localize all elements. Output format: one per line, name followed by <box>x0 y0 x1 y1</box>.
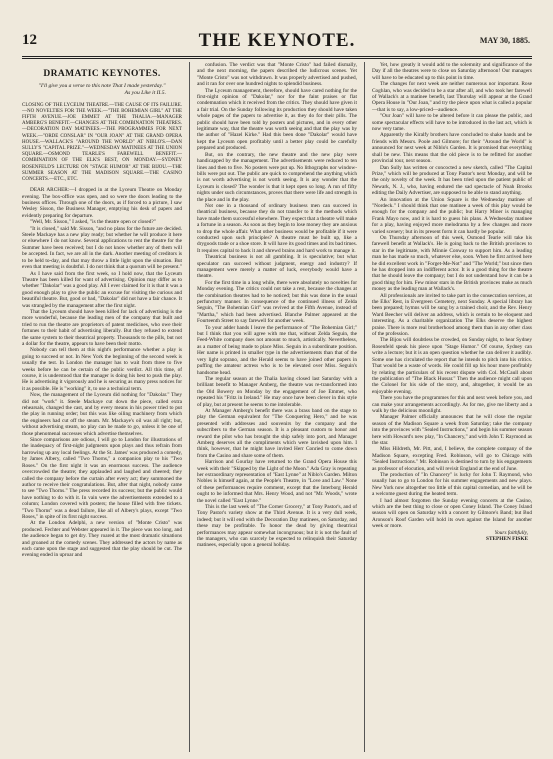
article-paragraph: I had almost forgotten the Sunday evening concerts at the Casino, which are the best thing to close or open Coney Island. The Coney Island season will open on Saturday with a concert by Gilmore's Band; but Bud Aronson's Roof Garden will hold its own against the Island for another week or more. <box>372 497 532 530</box>
article-paragraph: Nobody can tell them at this night's performance whether a play is going to succeed or not. In New York the beginning of the second week is usually the test. In London the manager has to wait from three to five weeks before he can be certain of the public verdict. All this time, of course, it is understood that the manager is doing his best to push the play. He is advertising it vigorously and he is securing as many press notices for it as possible. He is "working" it, to use a technical term. <box>22 347 182 392</box>
article-paragraph: For the first time in a long while, there were absolutely no novelties for Monday evening. The critics could not take a rest, because the changes at the combination theatres had to be noticed; but this was done in the usual perfunctory manner. In consequence of the continued illness of Zelda Seguin, "The Bohemian Girl" was revived at the Fifth Avenue, instead of "Martha," which had been advertised. Blanche Palmer appeared at the Fourteenth Street to say farewell for another week. <box>197 279 357 325</box>
article-paragraph: That the Lyceum should have been killed for lack of advertising is the more wonderful, because the leading men of the company that built and tried to run the theatre are proprietors of patent medicines, who owe their fortunes to their habit of advertising liberally. But they refused to extend the same system to their theatrical property. Thousands to the pills, but not a dollar for the theatre, appears to have been their motto. <box>22 308 182 347</box>
article-paragraph: All professionals are invited to take part in the consecration services, at the Elks' Rest, in Evergreen Cemetery, next Sunday. A special library has been prepared; hymns will be sung by a trained choir, and the Rev. Henry Ward Beecher will deliver an address, which is certain to be eloquent and interesting. As a charitable organization The Elks deserve the highest praise. There is more real brotherhood among them than in any other class of the profession. <box>372 292 532 338</box>
epigraph: "I'll give you a verse to this note That I made yesterday." <box>38 83 166 89</box>
closing-line: Yours faithfully, <box>494 529 528 536</box>
article-paragraph: Since comparisons are odious, I will go to London for illustrations of the inadequacy of first-night judgments upon plays and thus refrain from harrowing up any local feelings. At the St. James' was produced a comedy, by James Albery, called "Two Thorns," a companion play to his "Two Roses." On the first night it was an enormous success. The audience overcrowded the theatre; they applauded and laughed and cheered; they called the company before the curtain after every act; they summoned the author to receive their congratulations. But, after that night, nobody came to see "Two Thorns." The press recorded its success; but the public would have nothing to do with it. In vain were the advertisements extended to a column; London covered with posters; the house filled with free tickets. "Two Thorns" was a dead failure, like all of Albery's plays, except "Two Roses," in spite of its first night success. <box>22 437 182 520</box>
header-rule <box>22 56 532 57</box>
article-paragraph: "Our Joan" will have to be altered before it can please the public, and some spectacular effects will have to be introduced in the last act, which is now very tame. <box>372 113 532 133</box>
article-paragraph: DEAR ARCHER:—I dropped in at the Lyceum Theatre on Monday evening. The box-office was open, and so were the doors leading to the business offices. Through one of the doors, as if forced to a picture, I saw Wesley Sisson, the Business Manager, emptying his desk of papers and evidently preparing for departure. <box>22 187 182 219</box>
author-signature: STEPHEN FISKE <box>486 536 528 543</box>
article-paragraph: Theatrical business is not all gambling. It is speculative; but what speculator can succeed without judgment, energy and industry? If management were merely a matter of luck, everybody would have a theatre. <box>197 254 357 280</box>
article-paragraph: The Lyceum management, therefore, should have cared nothing for the first-night opinion of "Dakolar," nor for the faint praises or flat condemnation which it received from the critics. They should have given it a fair trial. On the Sunday following its production they should have taken whole pages of the papers to advertise it, as they do for their pills. The public should have been told by posters and pictures, and in every other legitimate way, that the theatre was worth seeing and that the play was by the author of "Hazel Kirke." Had this been done "Dakolar" would have kept the Lyceum open profitably until a better play could be carefully prepared and produced. <box>197 87 357 152</box>
article-paragraph: This is the last week of "The Corner Grocery," at Tony Pastor's, and of Tony Pastor's variety show at the Third Avenue. It is a very dull week, indeed; but it will end with the Decoration Day matinees, on Saturday, and these may be profitable. To honor the dead by giving theatrical performances may appear somewhat incongruous; but it is not the fault of the managers, who can scarcely be expected to relinquish their Saturday matinees, especially upon a general holiday. <box>197 504 357 549</box>
column-3-body <box>372 62 532 530</box>
article-paragraph: Harrison and Gourlay have returned to the Grand Opera House this week with their "Skipped by the Light of the Moon." Ada Gray is repeating her extraordinary representation of "East Lynne" at Niblo's Garden. Milton Nobles is himself again, at the People's Theatre, in "Love and Law." None of these performances require comment, except that the Interborg Herald ought to be informed that Mrs. Henry Wood, and not "Mr. Woods," wrote the novel called "East Lynne." <box>197 459 357 504</box>
article-paragraph: "Well, Mr. Sisson," I asked, "is the theatre open or closed?" <box>30 219 156 226</box>
column-2 <box>197 62 357 752</box>
article-heading: DRAMATIC KEYNOTES. <box>43 69 161 79</box>
article-paragraph: Not one in a thousand of ordinary business men can succeed in theatrical business, because they do not transfer to it the methods which have made them successful elsewhere. They expect that a theatre will make a fortune in a season. As soon as they begin to lose money they are anxious to drop the whole affair. What other business would be profitable if it were conducted upon such principles? A theatre must be built up, like a drygoods trade or a shoe store. It will have its good times and its bad times. It requires capital to back it and shrewd brains and hard work to manage it. <box>197 202 357 254</box>
epigraph-attribution: As you Like it II.5. <box>124 89 166 96</box>
article-paragraph: On Thursday afternoon of this week, Osmond Tearle will take his farewell benefit at Wallack's. He is going back to the British provinces to star in the legitimate, with Minnie Conway to support him. As a leading man he has made so much, whatever else, soon. When he first arrived here he did excellent work in "Forget-Me-Not" and "The World;" but since then he has dropped into an indifferent actor. It is a good thing for the theatre that he should leave the company; but I do not understand how it can be a good thing for him. Few minor stars in the British provinces make as much money as the leading man at Wallack's. <box>372 234 532 293</box>
topic-summary: CLOSING OF THE LYCEUM THEATRE.—THE CAUSE OF ITS FAILURE.—NO NOVELTIES FOR THE WEEK.—"THE BOHEMIAN GIRL" AT THE FIFTH AVENUE.—JOE EMMET AT THE THALIA.—MANAGER AMBERG'S BENEFIT.—CHANGES AT THE COMBINATION THEATRES.—DECORATION DAY MATINEES.—THE PROGRAMMES FOR NEXT WEEK.—"ORDE CONSLAR" IN "OUR JOAN" AT THE GRAND OPERA HOUSE.—WALLACK'S "AROUND THE WORLD" AT NIBLO'S.—DAN SULLY'S "CAPITAL PRIZE."—WEDNESDAY MATINEES AT THE UNION SQUARE.—OSMOND TEARLE'S FAREWELL BENEFIT.—COMBINATION OF THE ELK'S BEST, ON MONDAY.—SYDNEY ROSENFELD'S LECTURE ON "STAGE HUMOR" AT THE BIJOU.—THE SUMMER SEASON AT THE MADISON SQUARE.—THE CASINO CONCERTS.—ETC., ETC. <box>22 102 182 183</box>
article-paragraph: Dan Sully has written or concocted a new sketch, called "The Capital Prize," which will be produced at Tony Pastor's next Monday, and will be the only novelty of the week. It has been tried upon the patient public of Newark, N. J., who, having endured the sad spectacle of Noah Brooks editing the Daily Advertiser, are supposed to be able to stand anything. <box>372 164 532 197</box>
article-paragraph: At Manager Amberg's benefit there was a brass band on the stage to play the German equivalent for "The Conquering Hero," and he was presented with addresses and souvenirs by the company and the subscribers to the German season. It is a pleasant custom to honor and reward the pilot who has brought the ship safely into port, and Manager Amberg deserves all the compliments which were lavished upon him. I think, however, that he might have invited Herr Conried to come down from the Casino and share some of them. <box>197 407 357 459</box>
article-paragraph: Miss Hildreth, Mr. Pitt, and, I believe, the complete company of the Madison Square, excepting Fred. Robinson, will go to Chicago with "Sealed Instructions." Mr. Robinson is destined to turn by his engagements as professor of elocution, and will revisit England at the end of June. <box>372 446 532 472</box>
page-header <box>22 31 532 53</box>
issue-date: MAY 30, 1885. <box>479 36 530 45</box>
header-rule-thin <box>22 58 532 59</box>
article-paragraph: Manager Palmer officially announces that he will close the regular season of the Madison Square a week from Saturday; take the company into the provinces with "Sealed Instructions," and begin his summer season here with Howard's new play, "In Chancery," and with John T. Raymond as the star. <box>372 414 532 446</box>
article-paragraph: "It is closed," said Mr. Sisson, "and no plans for the future are decided. Steele Mackaye has a new play ready; but whether he will produce it here or elsewhere I do not know. Several applications to rent the theatre for the Summer have been received; but I do not know whether any of them will be accepted. In fact, we are all in the dark. Another meeting of creditors is to be held to-day, and that may throw a little light upon the situation. But even that meeting is doubtful. I do not think that a quorum will be present." <box>22 225 182 271</box>
article-paragraph: To your adder hands I leave the performance of "The Bohemian Girl;" but I think that you will agree with me that, without Zelda Seguin, the Feed-White company does not amount to much, artistically. Nevertheless, as a matter of being made to place Miss. Seguin in a subordinate position. Her name is printed in smaller type in the advertisements than that of the very light soprano, and the Herald seems to have joined other papers in puffing the amateur actress who is to be elevated over Miss. Seguin's handsome head. <box>197 324 357 376</box>
article-paragraph: The production of "In Chancery" is lucky for John T. Raymond, who usually has to go to London for his summer engagements and new plays. New York now altogether too little of this capital comedian, and he will be a welcome guest during the heated term. <box>372 472 532 498</box>
article-paragraph: Now, the management of the Lyceum did nothing for "Dakolar." They did not "work" it. Steele Mackaye cut down the piece, called extra rehearsals, changed the cast, and by every means in his power tried to put the play in running order; but this was like oiling machinery from which the engineers had cut off the steam. Mr. Mackaye's oil was all right; but, without advertising steam, no play can be made to go, unless it be one of those phenomenal successes which advertise themselves. <box>22 392 182 437</box>
article-paragraph: As I have said from the first week, so I hold now, that the Lyceum Theatre has been killed for want of advertising. Opinion may differ as to whether "Dakolar" was a good play. All I ever claimed for it is that it was a good enough play to give the public an excuse for visiting the curious and beautiful theatre. But, good or bad, "Dakolar" did not have a fair chance. It was strangled by the management after the first night. <box>22 270 182 309</box>
article-paragraph: Yet, how greatly it would add to the solemnity and significance of the Day if all the theatres were to close on Saturday afternoon! Our managers will have to be educated up to this point in time. <box>372 62 532 81</box>
article-paragraph: The regular season at the Thalia having closed last Saturday with a brilliant benefit to Manager Amberg, the theatre was re-transformed into the Old Bowery on Monday by the engagement of Joe Emmet, who repeated his "Fritz in Ireland." He may once have been clever in this style of play, but at present he seems to me intolerable. <box>197 375 357 408</box>
article-paragraph: At the London Adelphi, a new version of "Monte Cristo" was produced. Fechter and Webster appeared in it. The piece was too long, and the audience began to get dry. They roared at the most dramatic situations and groaned at the comedy scenes. They addressed the actors by name as each came upon the stage and suggested that the play should be cut. The evening ended in uproar and <box>22 520 182 559</box>
page-number: 12 <box>22 32 37 48</box>
article-paragraph: An innovation at the Union Square is the Wednesday matinee of "Nordeck." I should think that one matinee a week of this play would be enough for the company and the public; but Harry Miner is managing Frank Mayo now, and it is hard to guess his plans. A Wednesday matinee for a play, having enjoyed more melodrama by a few changes and more varied scenery; but in its present form it can hardly be popular. <box>372 196 532 235</box>
masthead-title: THE KEYNOTE. <box>198 30 356 51</box>
article-paragraph: The Bijou will doubtless be crowded, on Sunday night, to hear Sydney Rosenfeld speak his piece upon "Stage Humor." Of course, Sydney can write a lecture; but it is an open question whether he can deliver it audibly. Some one has circulated the report that he intends to pitch into his critics. That would be a waste of words. He could fill up his hour more profitably by relating the particulars of his recent dispute with Col. McCaull about the publication of "The Black Hussar." Then the audience might call upon the Colonel for his side of the story, and, altogether, it would be an enjoyable evening. <box>372 337 532 395</box>
article-paragraph: The changes for next week are neither numerous nor important. Rose Coghlan, who was decided to be a star after all, and who took her farewell of Wallack's at a matinee benefit, last Thursday will appear at the Grand Opera House in "Our Joan," and try the piece upon what is called a popular—that is to say, a low-priced—audience. <box>372 81 532 113</box>
column-divider <box>364 62 365 752</box>
column-1 <box>22 62 182 752</box>
article-columns <box>22 62 532 752</box>
column-1-body <box>22 187 182 559</box>
column-3 <box>372 62 532 752</box>
column-divider <box>189 62 190 752</box>
column-2-body <box>197 62 357 549</box>
article-paragraph: There you have the programmes for this and next week before you, and can make your arrangements accordingly. As for me, give me liberty and a walk by the delicious moonlight. <box>372 395 532 414</box>
article-paragraph: confusion. The verdict was that "Monte Cristo" had failed dismally, and the next morning, the papers described the ludicrous scenes. Yet "Monte Cristo" was not withdrawn. It was properly advertised and pushed, and it ran for over one hundred nights to splendid business. <box>197 62 357 88</box>
article-paragraph: But, on the contrary, the new theatre and the new play were handicapped by the management. The advertisements were reduced to ten lines and then to five. No posters were put up. No lithographs nor window-bills were put out. The public are quick to comprehend the anything which is not worth advertising is not worth seeing. It is any wonder that the Lyceum is closed? The wonder is that it kept open so long. A run of fifty nights under such circumstances, proves that there were life and strength in the place and in the play. <box>197 151 357 203</box>
article-paragraph: Apparently the Kiralfy brothers have concluded to shake hands and be friends with Messrs. Poole and Gilmore; for their "Around the World" is announced for next week at Niblo's Garden. It is promised that everything shall be new. This means that the old piece is to be refitted for another provincial tour, next season. <box>372 132 532 165</box>
